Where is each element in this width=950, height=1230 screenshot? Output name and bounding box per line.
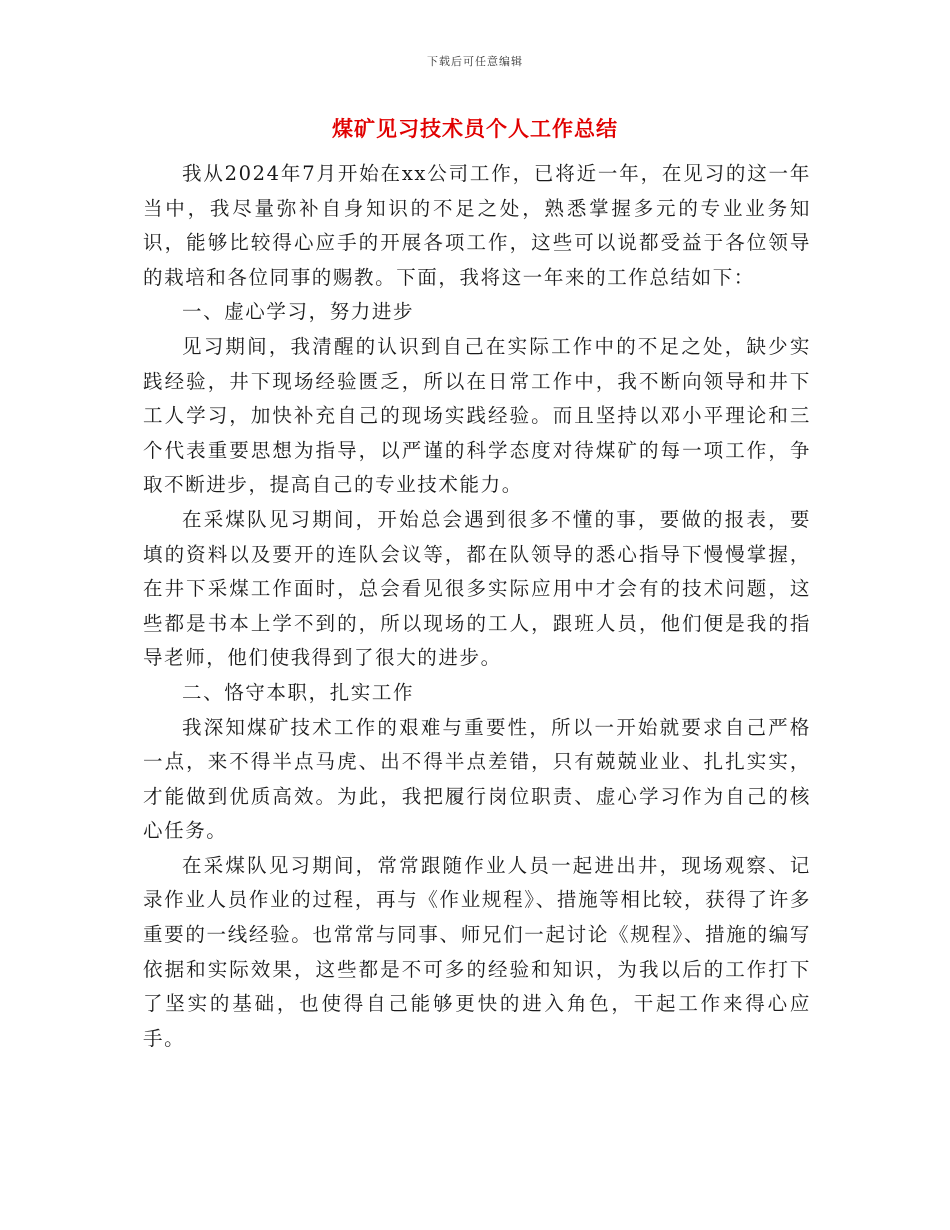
header-note: 下载后可任意编辑 <box>427 55 523 68</box>
paragraph-intro: 我从2024年7月开始在xx公司工作，已将近一年，在见习的这一年当中，我尽量弥补自身知识的不足之处，熟悉掌握多元的专业业务知识，能够比较得心应手的开展各项工作，这些可以说都受益于各位领导的栽培和各位同事的赐教。下面，我将这一年来的工作总结如下： <box>143 162 811 289</box>
paragraph: 我深知煤矿技术工作的艰难与重要性，所以一开始就要求自己严格一点，来不得半点马虎、出不得半点差错，只有兢兢业业、扎扎实实，才能做到优质高效。为此，我把履行岗位职责、虚心学习作为自己的核心任务。 <box>143 715 811 843</box>
paragraph: 见习期间，我清醒的认识到自己在实际工作中的不足之处，缺少实践经验，井下现场经验匮乏，所以在日常工作中，我不断向领导和井下工人学习，加快补充自己的现场实践经验。而且坚持以邓小平理论和三个代表重要思想为指导，以严谨的科学态度对待煤矿的每一项工作，争取不断进步，提高自己的专业技术能力。 <box>143 334 811 497</box>
document-body <box>143 157 811 1056</box>
paragraph: 在采煤队见习期间，常常跟随作业人员一起进出井，现场观察、记录作业人员作业的过程，再与《作业规程》、措施等相比较，获得了许多重要的一线经验。也常常与同事、师兄们一起讨论《规程》、措施的编写依据和实际效果，这些都是不可多的经验和知识，为我以后的工作打下了坚实的基础，也使得自己能够更快的进入角色，干起工作来得心应手。 <box>143 853 811 1050</box>
document-title: 煤矿见习技术员个人工作总结 <box>332 116 618 141</box>
section-heading-1: 一、虚心学习，努力进步 <box>182 300 415 324</box>
paragraph: 在采煤队见习期间，开始总会遇到很多不懂的事，要做的报表，要填的资料以及要开的连队会议等，都在队领导的悉心指导下慢慢掌握，在井下采煤工作面时，总会看见很多实际应用中才会有的技术问题，这些都是书本上学不到的，所以现场的工人，跟班人员，他们便是我的指导老师，他们使我得到了很大的进步。 <box>143 507 811 670</box>
section-heading-2: 二、恪守本职，扎实工作 <box>182 680 415 704</box>
